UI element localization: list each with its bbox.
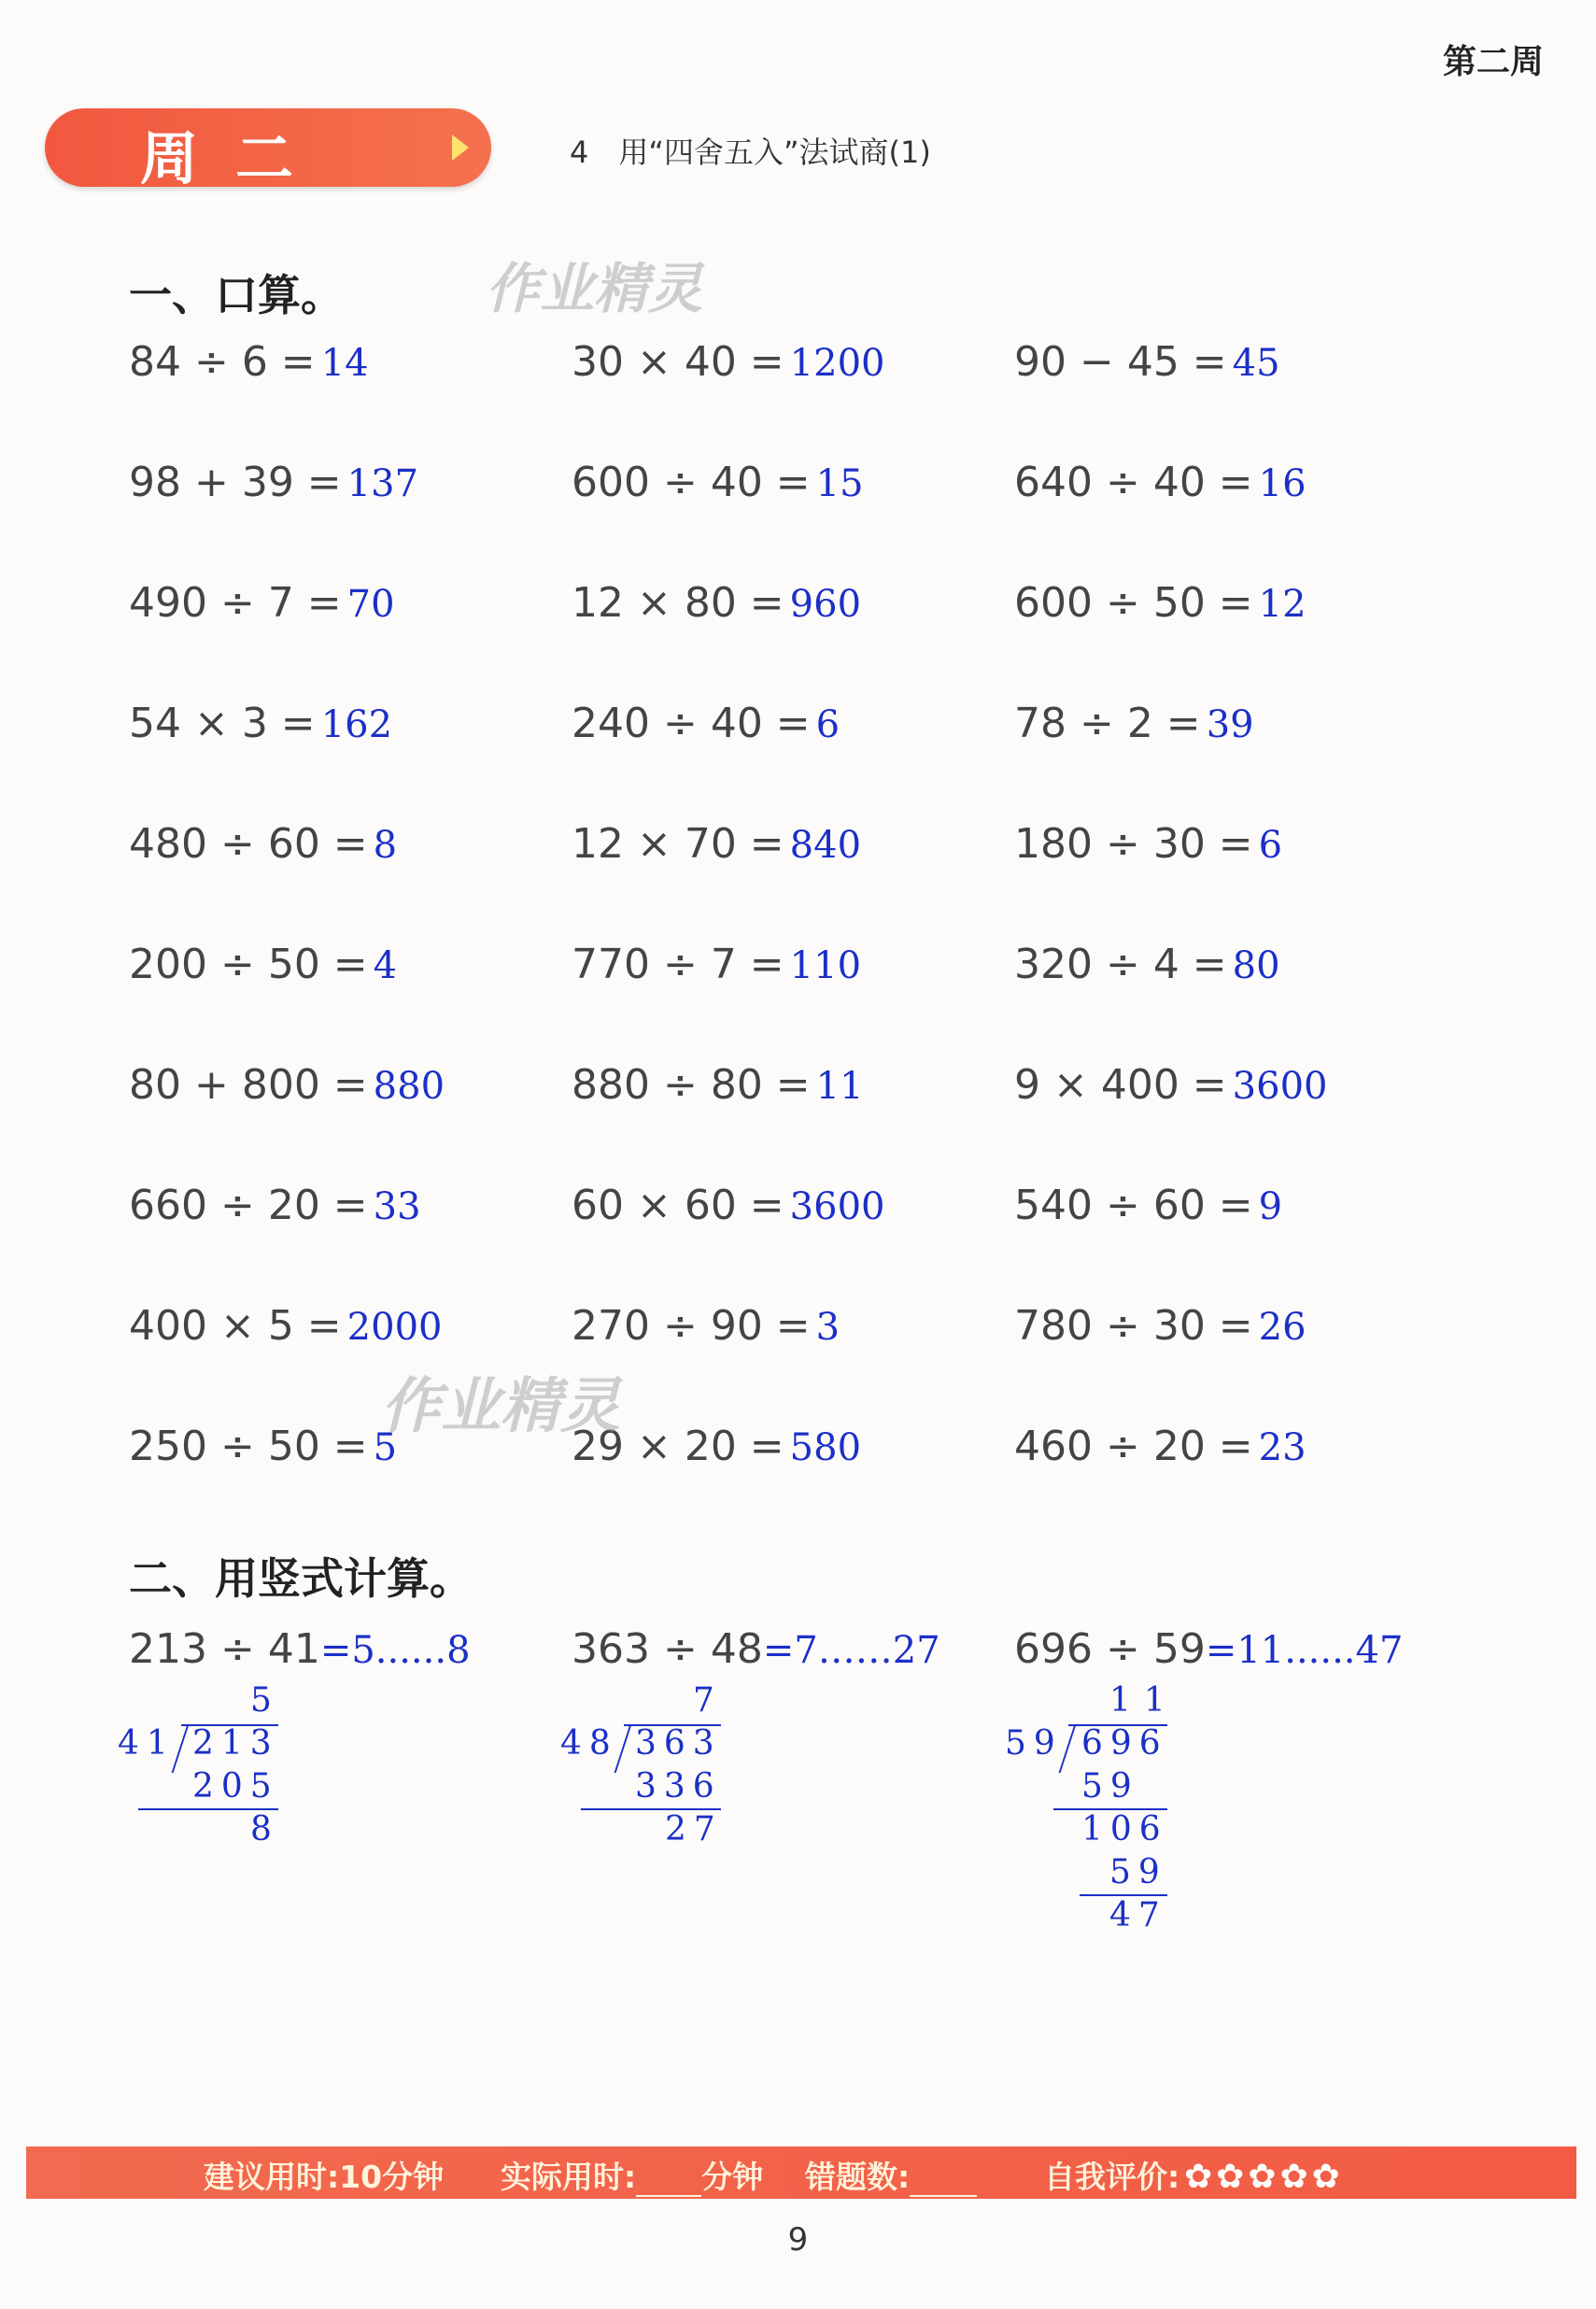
- oral-calc-question: 250 ÷ 50 =: [129, 1423, 368, 1470]
- oral-calc-item: [129, 1061, 445, 1109]
- division-answer: =5......8: [319, 1629, 471, 1672]
- oral-calc-answer: 16: [1258, 462, 1306, 505]
- flower-rating-icons[interactable]: ✿✿✿✿✿: [1184, 2158, 1344, 2196]
- oral-calc-answer: 12: [1258, 583, 1306, 626]
- divisor: 41: [118, 1724, 176, 1763]
- oral-calc-question: 600 ÷ 40 =: [572, 459, 811, 506]
- oral-calc-question: 540 ÷ 60 =: [1014, 1182, 1253, 1229]
- oral-calc-item: [129, 820, 397, 868]
- oral-calc-item: [129, 1423, 397, 1470]
- oral-calc-question: 770 ÷ 7 =: [572, 941, 784, 988]
- dividend: 363: [635, 1724, 722, 1763]
- oral-calc-item: [572, 820, 861, 868]
- oral-calc-answer: 9: [1258, 1185, 1283, 1228]
- quotient: 11: [1109, 1681, 1179, 1720]
- oral-calc-item: [572, 579, 861, 627]
- division-problem: [572, 1625, 940, 1673]
- oral-calc-answer: 1200: [789, 342, 885, 385]
- division-question: 696 ÷ 59: [1014, 1625, 1206, 1673]
- oral-calc-question: 480 ÷ 60 =: [129, 820, 368, 868]
- oral-calc-item: [1014, 1423, 1306, 1470]
- oral-calc-question: 29 × 20 =: [572, 1423, 784, 1470]
- suggested-time: 建议用时:10分钟: [204, 2159, 445, 2195]
- oral-calc-answer: 840: [789, 824, 862, 867]
- division-step: 205: [192, 1767, 279, 1806]
- oral-calc-item: [572, 1061, 864, 1109]
- oral-calc-item: [129, 579, 395, 627]
- actual-time: [501, 2153, 763, 2197]
- oral-calc-answer: 580: [789, 1426, 862, 1469]
- oral-calc-answer: 137: [346, 462, 419, 505]
- oral-calc-item: [572, 1302, 840, 1350]
- oral-calc-item: [1014, 1182, 1282, 1229]
- oral-calc-answer: 6: [1258, 824, 1283, 867]
- oral-calc-item: [1014, 941, 1280, 988]
- division-answer: =11......47: [1205, 1629, 1404, 1672]
- day-label: 周二: [140, 124, 332, 192]
- oral-calc-item: [1014, 338, 1280, 386]
- oral-calc-question: 880 ÷ 80 =: [572, 1061, 811, 1109]
- oral-calc-question: 400 × 5 =: [129, 1302, 342, 1350]
- division-question: 213 ÷ 41: [129, 1625, 320, 1673]
- oral-calc-question: 78 ÷ 2 =: [1014, 700, 1201, 747]
- oral-calc-answer: 11: [815, 1065, 864, 1108]
- actual-time-unit: 分钟: [701, 2159, 764, 2195]
- oral-calc-answer: 8: [373, 824, 398, 867]
- oral-calc-answer: 3600: [789, 1185, 885, 1228]
- oral-calc-answer: 80: [1232, 944, 1280, 987]
- oral-calc-answer: 70: [346, 583, 395, 626]
- oral-calc-item: [572, 1182, 884, 1229]
- oral-calc-question: 54 × 3 =: [129, 700, 316, 747]
- oral-calc-answer: 26: [1258, 1306, 1306, 1349]
- division-answer: =7……27: [762, 1629, 940, 1672]
- oral-calc-item: [572, 941, 861, 988]
- division-problem: [1014, 1625, 1403, 1673]
- oral-calc-answer: 23: [1258, 1426, 1306, 1469]
- division-problem: [129, 1625, 471, 1673]
- oral-calc-item: [1014, 700, 1254, 747]
- oral-calc-item: [1014, 459, 1306, 506]
- quotient: 7: [693, 1681, 722, 1720]
- remainder: 27: [665, 1810, 723, 1849]
- oral-calc-question: 98 + 39 =: [129, 459, 342, 506]
- oral-calc-answer: 3: [815, 1306, 840, 1349]
- oral-calc-question: 660 ÷ 20 =: [129, 1182, 368, 1229]
- error-count: [805, 2153, 977, 2197]
- oral-calc-item: [1014, 1061, 1327, 1109]
- oral-calc-question: 490 ÷ 7 =: [129, 579, 342, 627]
- oral-calc-question: 320 ÷ 4 =: [1014, 941, 1227, 988]
- oral-calc-question: 200 ÷ 50 =: [129, 941, 368, 988]
- oral-calc-item: [129, 941, 397, 988]
- oral-calc-answer: 39: [1206, 703, 1254, 746]
- divisor: 59: [1005, 1724, 1063, 1763]
- oral-calc-item: [1014, 1302, 1306, 1350]
- self-eval-label: 自我评价:: [1044, 2159, 1180, 2195]
- oral-calc-question: 12 × 70 =: [572, 820, 784, 868]
- oral-calc-item: [129, 338, 369, 386]
- section-2-title: 二、用竖式计算。: [129, 1553, 473, 1604]
- lesson-title: 4 用“四舍五入”法试商(1): [570, 135, 931, 170]
- remainder: 8: [250, 1810, 279, 1849]
- oral-calc-item: [1014, 820, 1282, 868]
- division-step: 59: [1081, 1767, 1139, 1806]
- oral-calc-question: 640 ÷ 40 =: [1014, 459, 1253, 506]
- oral-calc-item: [129, 1182, 421, 1229]
- oral-calc-question: 80 + 800 =: [129, 1061, 368, 1109]
- division-step: 106: [1081, 1810, 1168, 1849]
- remainder: 47: [1109, 1896, 1167, 1934]
- oral-calc-item: [129, 700, 392, 747]
- oral-calc-question: 9 × 400 =: [1014, 1061, 1227, 1109]
- division-step: 336: [635, 1767, 722, 1806]
- error-count-label: 错题数:: [805, 2159, 911, 2195]
- oral-calc-question: 84 ÷ 6 =: [129, 338, 316, 386]
- oral-calc-item: [572, 459, 864, 506]
- oral-calc-answer: 3600: [1232, 1065, 1328, 1108]
- oral-calc-question: 60 × 60 =: [572, 1182, 784, 1229]
- section-1-title: 一、口算。: [129, 270, 344, 320]
- dividend: 213: [192, 1724, 279, 1763]
- quotient: 5: [250, 1681, 279, 1720]
- oral-calc-question: 30 × 40 =: [572, 338, 784, 386]
- oral-calc-item: [129, 459, 418, 506]
- oral-calc-answer: 2000: [346, 1306, 443, 1349]
- oral-calc-question: 90 − 45 =: [1014, 338, 1227, 386]
- arrow-icon: [452, 135, 469, 161]
- oral-calc-answer: 110: [789, 944, 862, 987]
- oral-calc-answer: 960: [789, 583, 862, 626]
- oral-calc-answer: 6: [815, 703, 840, 746]
- oral-calc-item: [1014, 579, 1306, 627]
- oral-calc-question: 460 ÷ 20 =: [1014, 1423, 1253, 1470]
- oral-calc-answer: 162: [320, 703, 393, 746]
- division-question: 363 ÷ 48: [572, 1625, 763, 1673]
- oral-calc-item: [572, 700, 840, 747]
- oral-calc-item: [129, 1302, 442, 1350]
- oral-calc-answer: 14: [320, 342, 369, 385]
- actual-time-blank[interactable]: [636, 2167, 701, 2197]
- error-count-blank[interactable]: [910, 2167, 977, 2197]
- divisor: 48: [560, 1724, 618, 1763]
- oral-calc-question: 240 ÷ 40 =: [572, 700, 811, 747]
- oral-calc-answer: 15: [815, 462, 864, 505]
- page-number: 9: [787, 2221, 809, 2259]
- oral-calc-question: 780 ÷ 30 =: [1014, 1302, 1253, 1350]
- oral-calc-question: 180 ÷ 30 =: [1014, 820, 1253, 868]
- watermark: 作业精灵: [381, 1372, 620, 1441]
- oral-calc-answer: 45: [1232, 342, 1280, 385]
- dividend: 696: [1081, 1724, 1168, 1763]
- oral-calc-answer: 33: [373, 1185, 421, 1228]
- actual-time-label: 实际用时:: [501, 2159, 637, 2195]
- division-step: 59: [1109, 1853, 1167, 1891]
- oral-calc-answer: 880: [373, 1065, 445, 1108]
- week-label: 第二周: [1442, 43, 1544, 81]
- oral-calc-item: [572, 338, 884, 386]
- watermark: 作业精灵: [486, 257, 703, 320]
- oral-calc-answer: 5: [373, 1426, 398, 1469]
- oral-calc-question: 600 ÷ 50 =: [1014, 579, 1253, 627]
- oral-calc-question: 270 ÷ 90 =: [572, 1302, 811, 1350]
- oral-calc-answer: 4: [373, 944, 398, 987]
- oral-calc-question: 12 × 80 =: [572, 579, 784, 627]
